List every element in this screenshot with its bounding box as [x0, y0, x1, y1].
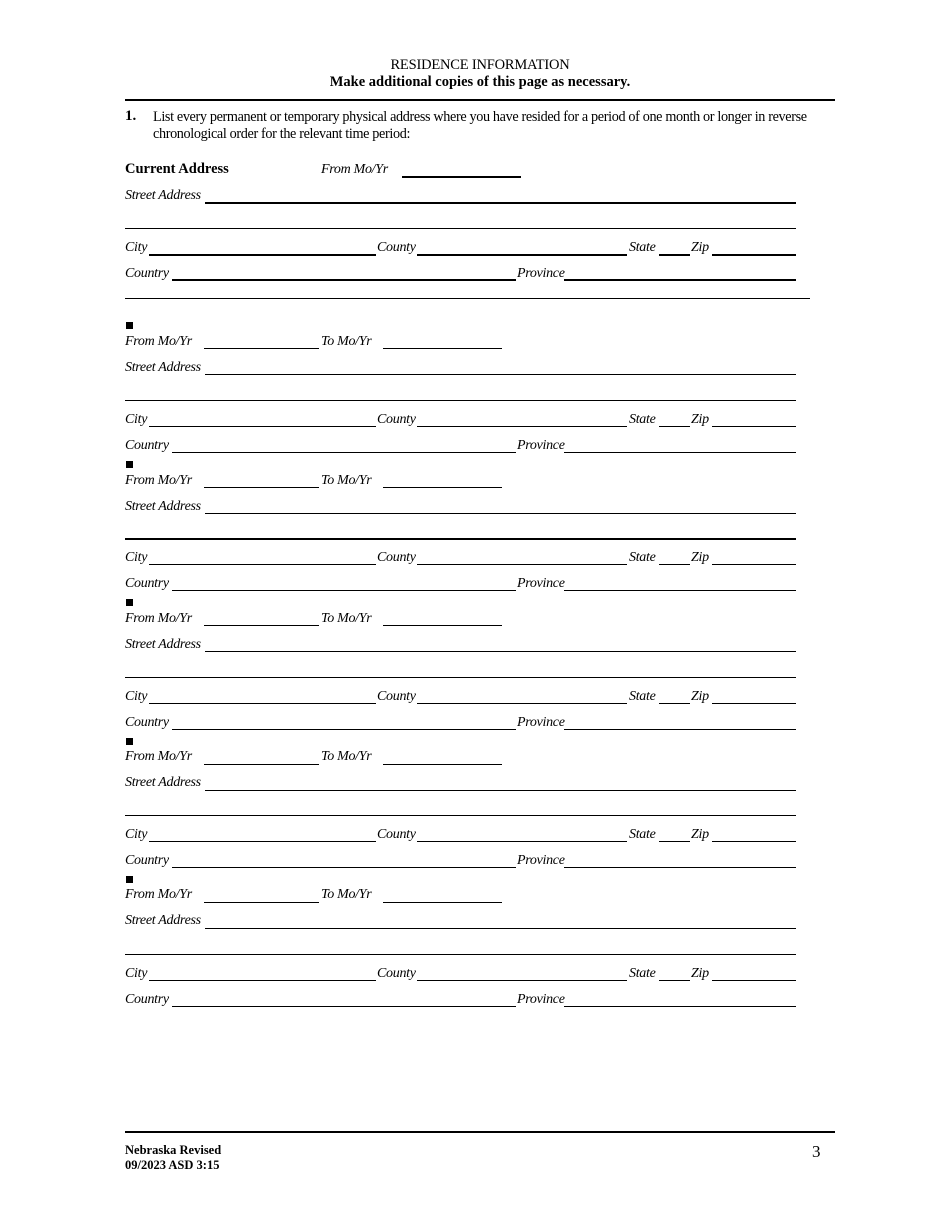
bullet-icon: [126, 461, 133, 468]
prev2-province-field[interactable]: [564, 590, 796, 591]
bullet-icon: [126, 322, 133, 329]
prev4-county-field[interactable]: [417, 841, 627, 842]
current-city-label: City: [125, 240, 148, 255]
page-title: RESIDENCE INFORMATION: [390, 57, 570, 73]
prev5-county-field[interactable]: [417, 980, 627, 981]
prev4-from-field[interactable]: [204, 764, 319, 765]
bullet-icon: [126, 599, 133, 606]
prev5-street-label: Street Address: [125, 913, 201, 928]
prev4-state-field[interactable]: [659, 841, 690, 842]
prev3-country-label: Country: [125, 715, 169, 730]
current-state-field[interactable]: [659, 254, 690, 256]
prev1-county-field[interactable]: [417, 426, 627, 427]
prev3-county-field[interactable]: [417, 703, 627, 704]
prev2-street-line2-field[interactable]: [125, 538, 796, 540]
footer-divider: [125, 1131, 835, 1133]
prev4-province-field[interactable]: [564, 867, 796, 868]
prev5-city-label: City: [125, 966, 148, 981]
prev2-state-field[interactable]: [659, 564, 690, 565]
top-divider: [125, 99, 835, 101]
prev1-state-label: State: [629, 412, 656, 427]
prev5-province-field[interactable]: [564, 1006, 796, 1007]
prev4-city-label: City: [125, 827, 148, 842]
page-subtitle: Make additional copies of this page as necessary.: [329, 74, 631, 90]
prev2-county-label: County: [377, 550, 416, 565]
prev2-zip-field[interactable]: [712, 564, 796, 565]
prev1-city-label: City: [125, 412, 148, 427]
prev2-state-label: State: [629, 550, 656, 565]
prev4-state-label: State: [629, 827, 656, 842]
prev2-street-label: Street Address: [125, 499, 201, 514]
prev1-street-line2-field[interactable]: [125, 400, 796, 401]
prev2-zip-label: Zip: [691, 550, 709, 565]
prev3-country-field[interactable]: [172, 729, 516, 730]
prev1-country-label: Country: [125, 438, 169, 453]
bullet-icon: [126, 738, 133, 745]
prev5-province-label: Province: [517, 992, 565, 1007]
current-county-field[interactable]: [417, 254, 627, 256]
prev5-country-field[interactable]: [172, 1006, 516, 1007]
prev3-from-field[interactable]: [204, 625, 319, 626]
current-state-label: State: [629, 240, 656, 255]
prev5-city-field[interactable]: [149, 980, 376, 981]
prev1-state-field[interactable]: [659, 426, 690, 427]
prev1-province-label: Province: [517, 438, 565, 453]
prev5-to-field[interactable]: [383, 902, 502, 903]
prev1-street-field[interactable]: [205, 374, 796, 375]
prev3-city-label: City: [125, 689, 148, 704]
footer-line-1: Nebraska Revised: [125, 1143, 222, 1157]
prev4-zip-label: Zip: [691, 827, 709, 842]
prev1-from-label: From Mo/Yr: [125, 334, 192, 349]
prev1-to-field[interactable]: [383, 348, 502, 349]
footer-revision: [125, 1143, 221, 1173]
prev1-to-label: To Mo/Yr: [321, 334, 372, 349]
current-province-field[interactable]: [564, 279, 796, 281]
prev4-city-field[interactable]: [149, 841, 376, 842]
prev3-province-label: Province: [517, 715, 565, 730]
prev3-street-field[interactable]: [205, 651, 796, 652]
prev2-country-label: Country: [125, 576, 169, 591]
prev4-county-label: County: [377, 827, 416, 842]
current-street-label: Street Address: [125, 188, 201, 203]
prev5-street-field[interactable]: [205, 928, 796, 929]
prev1-province-field[interactable]: [564, 452, 796, 453]
prev2-city-field[interactable]: [149, 564, 376, 565]
prev5-zip-label: Zip: [691, 966, 709, 981]
prev3-to-field[interactable]: [383, 625, 502, 626]
prev2-to-field[interactable]: [383, 487, 502, 488]
prev5-to-label: To Mo/Yr: [321, 887, 372, 902]
prev3-street-label: Street Address: [125, 637, 201, 652]
prev2-to-label: To Mo/Yr: [321, 473, 372, 488]
prev2-from-field[interactable]: [204, 487, 319, 488]
prev4-from-label: From Mo/Yr: [125, 749, 192, 764]
footer-line-2: 09/2023 ASD 3:15: [125, 1158, 220, 1172]
prev4-street-label: Street Address: [125, 775, 201, 790]
prev5-from-label: From Mo/Yr: [125, 887, 192, 902]
bullet-icon: [126, 876, 133, 883]
section-divider: [125, 298, 810, 299]
current-country-label: Country: [125, 266, 169, 281]
prev2-from-label: From Mo/Yr: [125, 473, 192, 488]
current-country-field[interactable]: [172, 279, 516, 281]
page-number: 3: [812, 1142, 821, 1161]
current-county-label: County: [377, 240, 416, 255]
prev5-country-label: Country: [125, 992, 169, 1007]
prev4-province-label: Province: [517, 853, 565, 868]
prev3-zip-label: Zip: [691, 689, 709, 704]
prev1-from-field[interactable]: [204, 348, 319, 349]
prev3-province-field[interactable]: [564, 729, 796, 730]
current-zip-label: Zip: [691, 240, 709, 255]
prev5-county-label: County: [377, 966, 416, 981]
prev1-city-field[interactable]: [149, 426, 376, 427]
prev4-to-label: To Mo/Yr: [321, 749, 372, 764]
prev2-street-field[interactable]: [205, 513, 796, 514]
prev2-county-field[interactable]: [417, 564, 627, 565]
current-province-label: Province: [517, 266, 565, 281]
prev4-country-field[interactable]: [172, 867, 516, 868]
prev3-state-field[interactable]: [659, 703, 690, 704]
prev4-to-field[interactable]: [383, 764, 502, 765]
prev2-country-field[interactable]: [172, 590, 516, 591]
prev4-zip-field[interactable]: [712, 841, 796, 842]
prev4-country-label: Country: [125, 853, 169, 868]
prev2-province-label: Province: [517, 576, 565, 591]
current-city-field[interactable]: [149, 254, 376, 256]
current-street-field[interactable]: [205, 202, 796, 204]
prev3-county-label: County: [377, 689, 416, 704]
prev1-street-label: Street Address: [125, 360, 201, 375]
prev1-zip-field[interactable]: [712, 426, 796, 427]
prev5-zip-field[interactable]: [712, 980, 796, 981]
prev3-city-field[interactable]: [149, 703, 376, 704]
current-from-label: From Mo/Yr: [321, 162, 388, 177]
prev3-zip-field[interactable]: [712, 703, 796, 704]
prev5-street-line2-field[interactable]: [125, 954, 796, 955]
prev4-street-line2-field[interactable]: [125, 815, 796, 816]
current-street-line2-field[interactable]: [125, 228, 796, 229]
question-text: List every permanent or temporary physical address where you have resided for a period of one month or longer in reverse chronological order for the relevant time period:: [153, 109, 807, 142]
prev3-from-label: From Mo/Yr: [125, 611, 192, 626]
prev5-state-label: State: [629, 966, 656, 981]
prev1-zip-label: Zip: [691, 412, 709, 427]
prev3-state-label: State: [629, 689, 656, 704]
prev1-country-field[interactable]: [172, 452, 516, 453]
prev3-street-line2-field[interactable]: [125, 677, 796, 678]
prev1-county-label: County: [377, 412, 416, 427]
current-from-field[interactable]: [402, 176, 521, 178]
prev4-street-field[interactable]: [205, 790, 796, 791]
prev5-state-field[interactable]: [659, 980, 690, 981]
prev5-from-field[interactable]: [204, 902, 319, 903]
question-number: 1.: [125, 108, 137, 124]
prev2-city-label: City: [125, 550, 148, 565]
current-address-heading: Current Address: [125, 161, 229, 177]
prev3-to-label: To Mo/Yr: [321, 611, 372, 626]
current-zip-field[interactable]: [712, 254, 796, 256]
